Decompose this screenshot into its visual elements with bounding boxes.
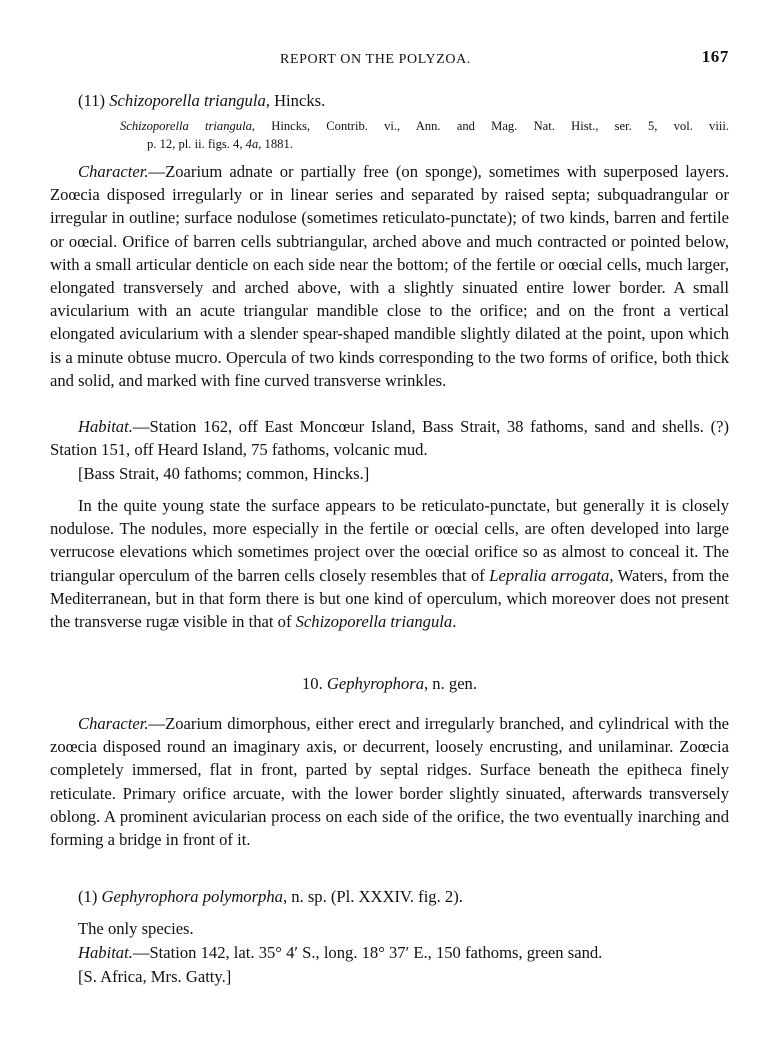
- character-label: Character.: [78, 162, 149, 181]
- species-name: Schizoporella triangula: [109, 91, 266, 110]
- synonymy-citation-cont: p. 12, pl. ii. figs. 4,: [147, 137, 246, 151]
- character-label: Character.: [78, 714, 149, 733]
- synonymy-year: , 1881.: [258, 137, 293, 151]
- remarks-paragraph-schizoporella: [50, 494, 729, 633]
- genus-name: Gephyrophora: [326, 674, 424, 693]
- habitat-paragraph-schizoporella: [50, 415, 729, 461]
- synonymy-citation: , Hincks, Contrib. vi., Ann. and Mag. Nat. Hist., ser. 5, vol. viii.: [251, 119, 729, 133]
- running-title: REPORT ON THE POLYZOA.: [280, 52, 471, 67]
- character-paragraph-schizoporella: [50, 160, 729, 392]
- habitat-text: —Station 142, lat. 35° 4′ S., long. 18° 37′ E., 150 fathoms, green sand.: [132, 943, 603, 962]
- character-paragraph-gephyrophora: [50, 712, 729, 851]
- page-number: 167: [701, 47, 729, 66]
- species-heading-gephyrophora-polymorpha: [78, 885, 729, 908]
- habitat-paragraph-gephyrophora: [78, 941, 729, 964]
- synonymy-reference-line-2: [147, 135, 729, 153]
- character-text: —Zoarium dimorphous, either erect and irregularly branched, and cylindrical with the zoœcia disposed round an imaginary axis, or decurrent, loosely encrusting, and unilaminar. Zoœcia completely immersed, flat in front, parted by septal ridges. Surface beneath the epitheca finely reticulate. Primary orifice arcuate, with the lower border slightly sinuated, afterwards transversely oblong. A prominent avicularian process on each side of the orifice, the two eventually inarching and forming a bridge in front of it.: [50, 714, 729, 850]
- bracket-note-hincks: [Bass Strait, 40 fathoms; common, Hincks.]: [78, 464, 370, 483]
- species-heading-schizoporella: [78, 89, 729, 112]
- synonymy-name: Schizoporella triangula: [120, 119, 252, 133]
- genus-heading-gephyrophora: [50, 672, 729, 695]
- remarks-text: In the quite young state the surface appears to be reticulato-punctate, but generally it is closely nodulose. The nodules, more especially in the fertile or oœcial cells, are often developed into large verrucose elevations which sometimes project over the oœcial orifice so as almost to conceal it. The triangular operculum of the barren cells closely resembles that of: [50, 496, 729, 585]
- remarks-taxon-lepralia: Lepralia arrogata: [489, 565, 610, 585]
- habitat-label: Habitat.: [78, 943, 133, 962]
- species-number: (1): [78, 887, 98, 906]
- synonymy-figure-italic: 4a: [245, 137, 259, 151]
- species-number: (11): [78, 91, 106, 110]
- remarks-text-cont: , Waters, from the Mediterranean, but in that form there is but one kind of operculum, which moreover does not present the transverse rugæ visible in that of: [50, 565, 729, 632]
- species-name: Gephyrophora polymorpha: [101, 887, 283, 906]
- character-text: —Zoarium adnate or partially free (on sponge), sometimes with superposed layers. Zoœcia disposed irregularly or in linear series and separated by raised septa; subquadrangular or irregular in outline; surface nodulose (sometimes reticulato-punctate); of two kinds, barren and fertile or oœcial. Orifice of barren cells subtriangular, arched above and much contracted or pointed below, with a small articular denticle on each side near the bottom; of the fertile or oœcial cells, much larger, elongated transversely and arched above, with a slightly sinuated entire lower border. A small avicularium with an acute triangular mandible close to the orifice; and on the front a vertical elongated avicularium with a slender spear-shaped mandible slightly dilated at the point, upon which is a minute obtuse mucro. Opercula of two kinds corresponding to the two forms of orifice, both thick and solid, and marked with fine curved transverse wrinkles.: [50, 162, 729, 390]
- remarks-taxon-schizoporella: Schizoporella triangula: [295, 612, 453, 632]
- bracket-note-gatty: [S. Africa, Mrs. Gatty.]: [78, 967, 232, 986]
- habitat-label: Habitat.: [78, 417, 133, 436]
- genus-number: 10.: [302, 674, 323, 693]
- running-header: [50, 47, 729, 71]
- species-author: , Hincks.: [265, 91, 326, 110]
- habitat-text: —Station 162, off East Moncœur Island, Bass Strait, 38 fathoms, sand and shells. (?) Station 151, off Heard Island, 75 fathoms, volcanic mud.: [50, 417, 729, 460]
- species-suffix: , n. sp. (Pl. XXXIV. fig. 2).: [282, 887, 463, 906]
- remarks-end: .: [452, 612, 457, 632]
- only-species-note: The only species.: [78, 919, 194, 938]
- synonymy-reference-line-1: [120, 117, 729, 135]
- genus-suffix: , n. gen.: [424, 674, 477, 693]
